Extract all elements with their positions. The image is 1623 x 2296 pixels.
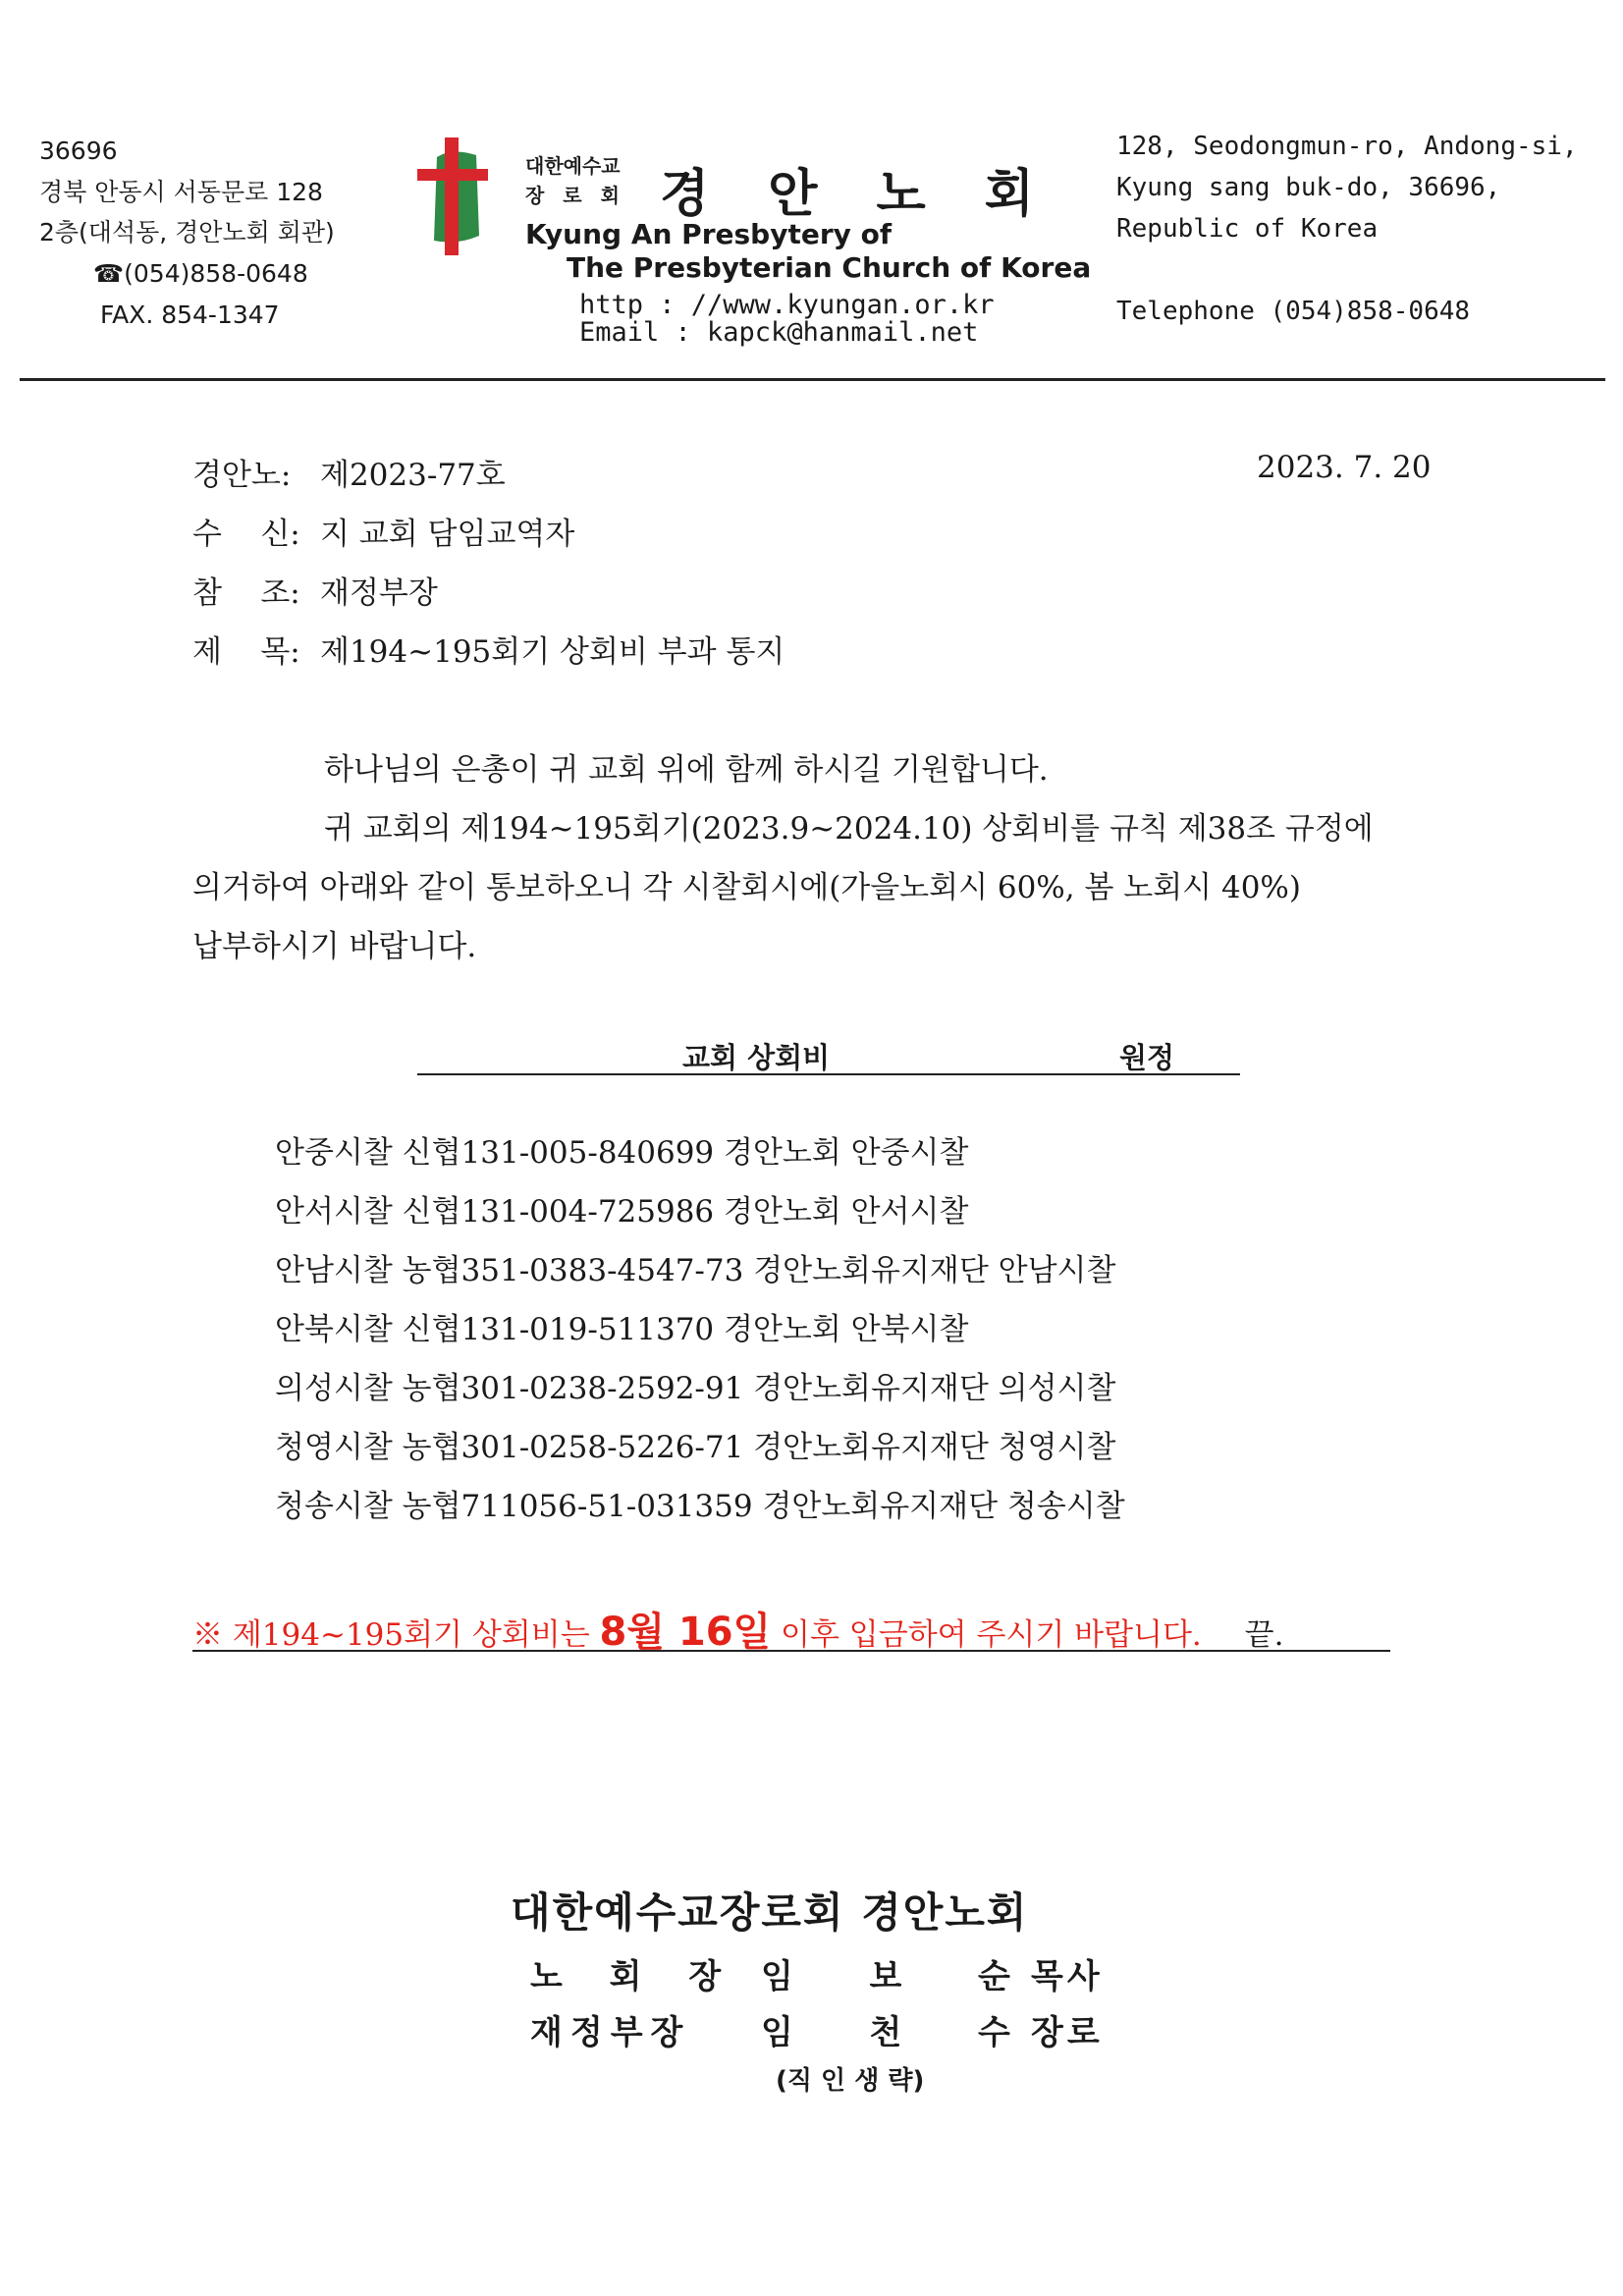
- subject-label: 제 목:: [192, 634, 300, 670]
- address-kr-line2: 2층(대석동, 경안노회 회관): [39, 218, 335, 246]
- account-row: 청송시찰 농협711056-51-031359 경안노회유지재단 청송시찰: [275, 1489, 1125, 1524]
- ref-label: 참 조:: [192, 575, 300, 611]
- subject-value: 제194~195회기 상회비 부과 통지: [320, 634, 785, 670]
- website: http : //www.kyungan.or.kr: [579, 290, 995, 320]
- presbytery-logo-icon: [412, 137, 491, 255]
- notice-end: 끝.: [1244, 1617, 1284, 1653]
- signature-row1-title: 노 회 장: [530, 1957, 739, 1996]
- header-divider: [20, 378, 1605, 381]
- body-line-3: 의거하여 아래와 같이 통보하오니 각 시찰회시에(가을노회시 60%, 봄 노회시 40%): [192, 870, 1301, 905]
- body-line-4: 납부하시기 바랍니다.: [192, 929, 477, 964]
- fee-table-header: [417, 1036, 1240, 1075]
- account-row: 안북시찰 신협131-019-511370 경안노회 안북시찰: [275, 1312, 969, 1347]
- to-value: 지 교회 담임교역자: [320, 517, 575, 552]
- signature-org: 대한예수교장로회 경안노회: [511, 1888, 1029, 1937]
- account-row: 의성시찰 농협301-0238-2592-91 경안노회유지재단 의성시찰: [275, 1371, 1116, 1406]
- phone: ☎(054)858-0648: [93, 259, 308, 288]
- ref-value: 재정부장: [320, 575, 438, 611]
- org-small-1: 대한예수교: [525, 154, 621, 178]
- notice-date: 8월 16일: [599, 1610, 772, 1655]
- postcode: 36696: [39, 137, 118, 165]
- signature-row1-role: 목사: [1031, 1957, 1104, 1996]
- org-small-2: 장 로 회: [525, 184, 625, 207]
- address-kr-line1: 경북 안동시 서동문로 128: [39, 178, 323, 206]
- account-row: 안서시찰 신협131-004-725986 경안노회 안서시찰: [275, 1194, 969, 1230]
- signature-row1-name: 임 보 순: [761, 1957, 1028, 1996]
- telephone-en: Telephone (054)858-0648: [1116, 297, 1471, 326]
- notice-prefix: ※ 제194~195회기 상회비는: [192, 1617, 600, 1653]
- signature-row2-role: 장로: [1031, 2013, 1104, 2052]
- to-label: 수 신:: [192, 517, 300, 552]
- doc-no: 제2023-77호: [320, 458, 506, 493]
- seal-note: (직 인 생 략): [776, 2066, 925, 2096]
- doc-date: 2023. 7. 20: [1257, 450, 1432, 485]
- org-name-en-1: Kyung An Presbytery of: [525, 218, 893, 250]
- org-name-en-2: The Presbyterian Church of Korea: [567, 251, 1092, 284]
- account-row: 안중시찰 신협131-005-840699 경안노회 안중시찰: [275, 1135, 969, 1171]
- address-en-line1: 128, Seodongmun-ro, Andong-si,: [1116, 132, 1578, 161]
- payment-notice: [192, 1601, 1390, 1655]
- signature-row2-title: 재정부장: [530, 2013, 691, 2052]
- address-en-line3: Republic of Korea: [1116, 214, 1379, 244]
- org-name-kr: 경안노회: [660, 165, 1093, 224]
- body-line-2: 귀 교회의 제194~195회기(2023.9~2024.10) 상회비를 규칙 제38조 규정에: [324, 811, 1374, 847]
- fax: FAX. 854-1347: [100, 301, 280, 329]
- account-row: 청영시찰 농협301-0258-5226-71 경안노회유지재단 청영시찰: [275, 1430, 1116, 1465]
- fee-table-col-amount: 원정: [1119, 1041, 1175, 1074]
- doc-no-label: 경안노:: [192, 458, 292, 493]
- notice-suffix: 이후 입금하여 주시기 바랍니다.: [771, 1617, 1202, 1653]
- email: Email : kapck@hanmail.net: [579, 317, 979, 348]
- body-line-1: 하나님의 은총이 귀 교회 위에 함께 하시길 기원합니다.: [324, 752, 1049, 788]
- account-row: 안남시찰 농협351-0383-4547-73 경안노회유지재단 안남시찰: [275, 1253, 1116, 1288]
- signature-row2-name: 임 천 수: [761, 2013, 1028, 2052]
- address-en-line2: Kyung sang buk-do, 36696,: [1116, 173, 1501, 202]
- fee-table-col-church: 교회 상회비: [682, 1041, 831, 1074]
